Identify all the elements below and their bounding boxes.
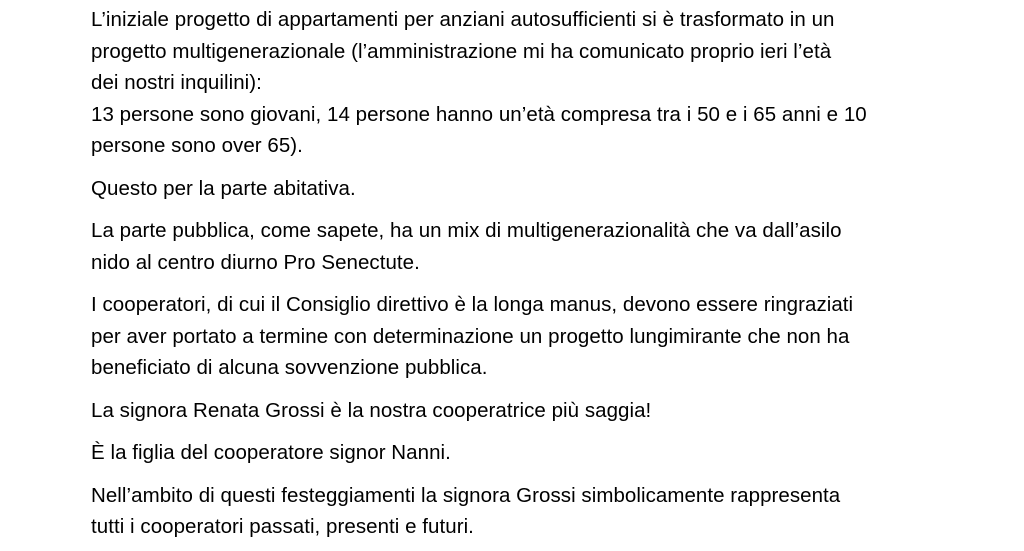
paragraph-daughter-of-nanni bbox=[91, 437, 944, 469]
paragraph-renata-grossi bbox=[91, 395, 944, 427]
paragraph-project-description bbox=[91, 4, 944, 162]
text-line: Questo per la parte abitativa. bbox=[91, 176, 356, 200]
text-line: Nell’ambito di questi festeggiamenti la signora Grossi simbolicamente rappresenta bbox=[91, 483, 841, 507]
text-line: beneficiato di alcuna sovvenzione pubblica. bbox=[91, 356, 488, 379]
paragraph-celebration bbox=[91, 480, 944, 543]
paragraph-cooperators-thanks bbox=[91, 289, 944, 384]
paragraph-residential-part bbox=[91, 173, 944, 205]
text-line: L’iniziale progetto di appartamenti per anziani autosufficienti si è trasformato in un bbox=[91, 8, 835, 31]
text-line: È la figlia del cooperatore signor Nanni. bbox=[91, 441, 451, 464]
text-line: 13 persone sono giovani, 14 persone hanno un’età compresa tra i 50 e i 65 anni e 10 bbox=[91, 102, 867, 126]
text-line: La signora Renata Grossi è la nostra cooperatrice più saggia! bbox=[91, 398, 652, 422]
text-line: La parte pubblica, come sapete, ha un mix di multigenerazionalità che va dall’asilo bbox=[91, 219, 842, 242]
text-line: I cooperatori, di cui il Consiglio direttivo è la longa manus, devono essere ringraziati bbox=[91, 293, 854, 316]
text-line: per aver portato a termine con determinazione un progetto lungimirante che non ha bbox=[91, 324, 850, 348]
paragraph-public-part bbox=[91, 215, 944, 278]
text-line: progetto multigenerazionale (l’amministrazione mi ha comunicato proprio ieri l’età bbox=[91, 39, 832, 63]
text-line: tutti i cooperatori passati, presenti e futuri. bbox=[91, 515, 474, 538]
text-line: dei nostri inquilini): bbox=[91, 71, 262, 94]
text-line: persone sono over 65). bbox=[91, 134, 303, 157]
text-line: nido al centro diurno Pro Senectute. bbox=[91, 250, 420, 274]
